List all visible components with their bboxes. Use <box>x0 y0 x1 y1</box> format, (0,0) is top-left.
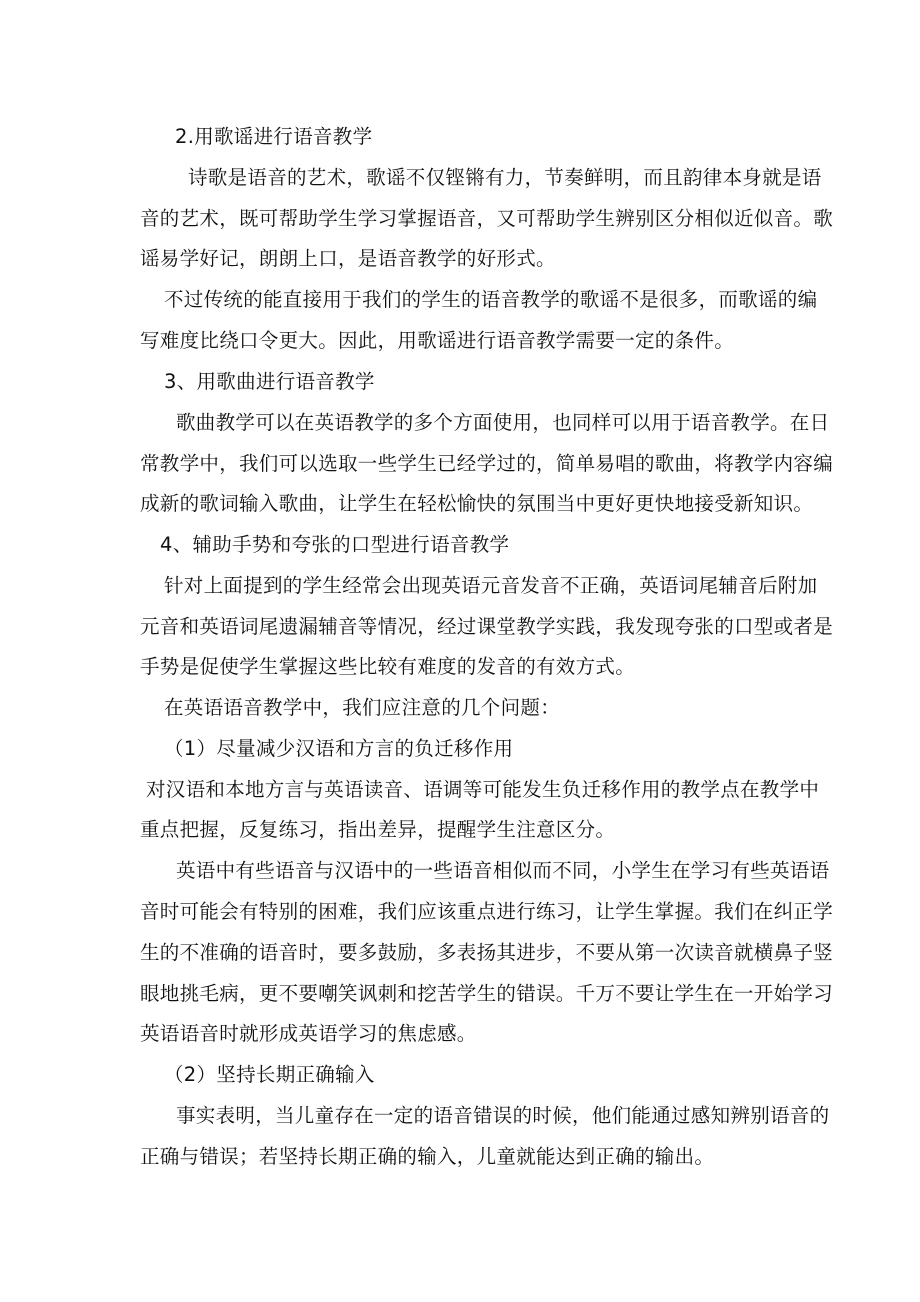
paragraph-line: 谣易学好记，朗朗上口，是语音教学的好形式。 <box>140 247 556 270</box>
paragraph-line: 音的艺术，既可帮助学生学习掌握语音，又可帮助学生辨别区分相似近似音。歌 <box>140 207 834 230</box>
paragraph-line: 歌曲教学可以在英语教学的多个方面使用，也同样可以用于语音教学。在日 <box>176 411 830 434</box>
paragraph-line: 在英语语音教学中，我们应注意的几个问题： <box>164 696 561 719</box>
subheading-negative-transfer: （1）尽量减少汉语和方言的负迁移作用 <box>164 737 514 760</box>
paragraph-line: 对汉语和本地方言与英语读音、语调等可能发生负迁移作用的教学点在教学中 <box>146 778 820 801</box>
heading-songs-rhymes: 2.用歌谣进行语音教学 <box>175 125 373 148</box>
paragraph-line: 英语中有些语音与汉语中的一些语音相似而不同，小学生在学习有些英语语 <box>176 859 830 882</box>
paragraph-line: 英语语音时就形成英语学习的焦虑感。 <box>140 1022 477 1045</box>
paragraph-line: 事实表明，当儿童存在一定的语音错误的时候，他们能通过感知辨别语音的 <box>176 1104 830 1127</box>
paragraph-line: 元音和英语词尾遗漏辅音等情况，经过课堂教学实践，我发现夸张的口型或者是 <box>140 615 834 638</box>
paragraph-line: 诗歌是语音的艺术，歌谣不仅铿锵有力，节奏鲜明，而且韵律本身就是语 <box>188 166 822 189</box>
paragraph-line: 重点把握，反复练习，指出差异，提醒学生注意区分。 <box>140 818 616 841</box>
paragraph-line: 不过传统的能直接用于我们的学生的语音教学的歌谣不是很多，而歌谣的编 <box>164 288 818 311</box>
paragraph-line: 生的不准确的语音时，要多鼓励，多表扬其进步，不要从第一次读音就横鼻子竖 <box>140 941 834 964</box>
paragraph-line: 写难度比绕口令更大。因此，用歌谣进行语音教学需要一定的条件。 <box>140 329 735 352</box>
paragraph-line: 正确与错误；若坚持长期正确的输入，儿童就能达到正确的输出。 <box>140 1145 715 1168</box>
paragraph-line: 针对上面提到的学生经常会出现英语元音发音不正确，英语词尾辅音后附加 <box>164 574 818 597</box>
heading-songs: 3、用歌曲进行语音教学 <box>164 370 375 393</box>
heading-gestures: 4、辅助手势和夸张的口型进行语音教学 <box>160 533 510 556</box>
paragraph-line: 手势是促使学生掌握这些比较有难度的发音的有效方式。 <box>140 655 636 678</box>
paragraph-line: 音时可能会有特别的困难，我们应该重点进行练习，让学生掌握。我们在纠正学 <box>140 900 834 923</box>
paragraph-line: 成新的歌词输入歌曲，让学生在轻松愉快的氛围当中更好更快地接受新知识。 <box>140 492 814 515</box>
subheading-correct-input: （2）坚持长期正确输入 <box>164 1063 375 1086</box>
paragraph-line: 眼地挑毛病，更不要嘲笑讽刺和挖苦学生的错误。千万不要让学生在一开始学习 <box>140 982 834 1005</box>
paragraph-line: 常教学中，我们可以选取一些学生已经学过的，简单易唱的歌曲，将教学内容编 <box>140 452 834 475</box>
